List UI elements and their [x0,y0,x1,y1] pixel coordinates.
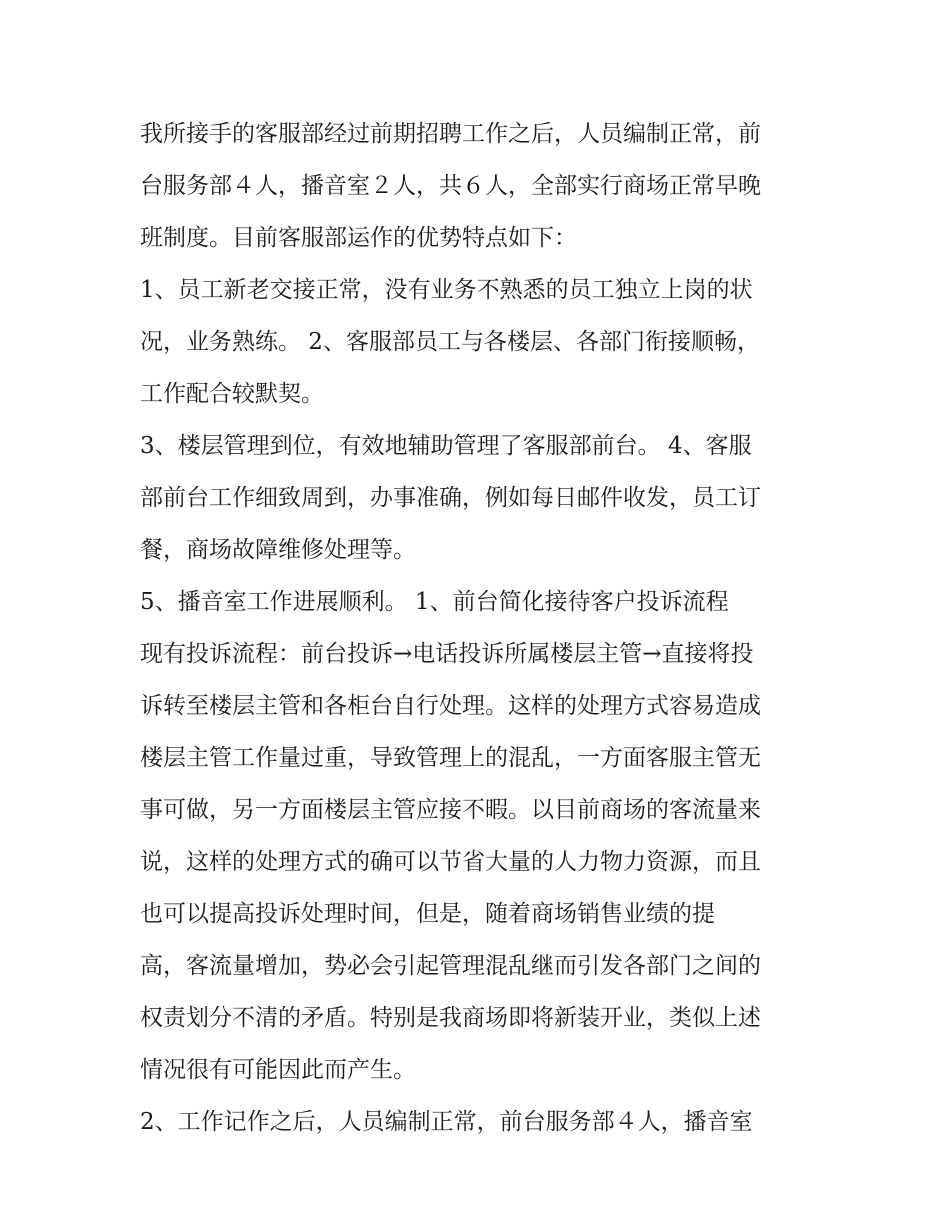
text-line: 班制度。目前客服部运作的优势特点如下： [140,225,577,251]
text-line: 3、楼层管理到位，有效地辅助管理了客服部前台。 4、客服 [140,433,752,459]
text-line: 我所接手的客服部经过前期招聘工作之后，人员编制正常，前 [140,121,761,147]
text-line: 餐，商场故障维修处理等。 [140,537,416,563]
text-line: 高，客流量增加，势必会引起管理混乱继而引发各部门之间的 [140,953,761,979]
text-line: 情况很有可能因此而产生。 [140,1057,416,1083]
text-line: 说，这样的处理方式的确可以节省大量的人力物力资源，而且 [140,849,761,875]
text-line: 台服务部４人，播音室２人，共６人，全部实行商场正常早晚 [140,173,761,199]
text-line: 权责划分不清的矛盾。特别是我商场即将新装开业，类似上述 [140,1005,761,1031]
text-line: 部前台工作细致周到，办事准确，例如每日邮件收发，员工订 [140,485,761,511]
text-line: 1、员工新老交接正常，没有业务不熟悉的员工独立上岗的状 [140,277,753,303]
text-line: 工作配合较默契。 [140,381,324,407]
text-line: 况，业务熟练。 2、客服部员工与各楼层、各部门衔接顺畅， [140,329,760,355]
text-line: 也可以提高投诉处理时间，但是，随着商场销售业绩的提 [140,901,715,927]
text-line: 2、工作记作之后，人员编制正常，前台服务部４人，播音室 [140,1109,753,1135]
text-line: 楼层主管工作量过重，导致管理上的混乱，一方面客服主管无 [140,745,761,771]
text-line: 事可做，另一方面楼层主管应接不暇。以目前商场的客流量来 [140,797,761,823]
text-line: 5、播音室工作进展顺利。 1、前台简化接待客户投诉流程 [140,589,729,615]
body-text [140,108,820,1148]
text-line: 现有投诉流程：前台投诉→电话投诉所属楼层主管→直接将投 [140,641,754,667]
text-line: 诉转至楼层主管和各柜台自行处理。这样的处理方式容易造成 [140,693,761,719]
